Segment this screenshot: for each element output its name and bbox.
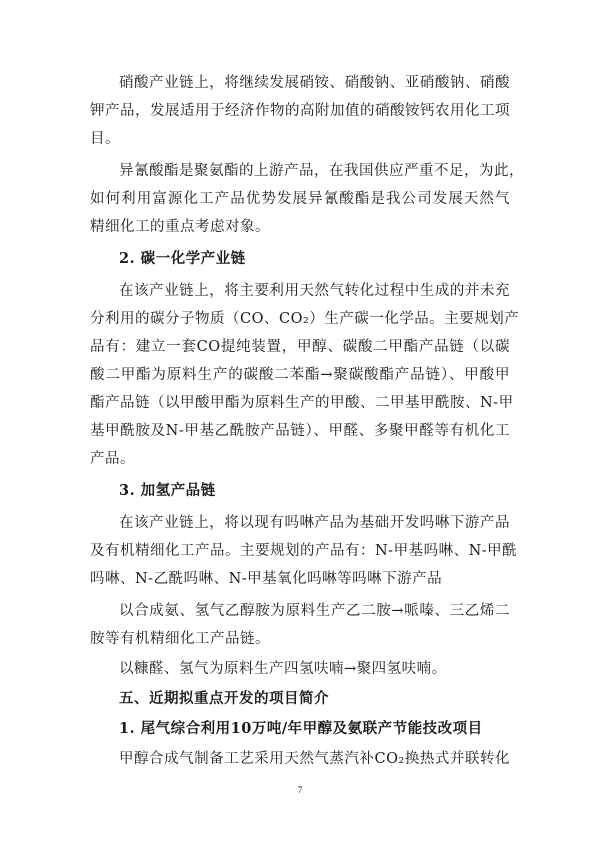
paragraph-line: 甲醇合成气制备工艺采用天然气蒸汽补CO₂换热式并联转化 (119, 751, 510, 767)
paragraph-line: 在该产业链上，将以现有吗啉产品为基础开发吗啉下游产品 (119, 515, 510, 531)
section-heading: 3. 加氢产品链 (119, 482, 216, 499)
paragraph-line: 胺等有机精细化工产品链。 (90, 631, 270, 647)
paragraph-line: 品有：建立一套CO提纯装置，甲醇、碳酸二甲酯产品链（以碳 (90, 339, 510, 355)
paragraph-line: 在该产业链上，将主要利用天然气转化过程中生成的并未充 (119, 283, 510, 299)
paragraph-line: 分利用的碳分子物质（CO、CO₂）生产碳一化学品。主要规划产 (90, 311, 520, 327)
paragraph-line: 硝酸产业链上，将继续发展硝铵、硝酸钠、亚硝酸钠、硝酸 (119, 75, 510, 91)
paragraph-line: 以合成氨、氢气乙醇胺为原料生产乙二胺→哌嗪、三乙烯二 (119, 603, 510, 619)
chapter-heading: 五、近期拟重点开发的项目简介 (119, 690, 329, 707)
paragraph-line: 及有机精细化工产品。主要规划的产品有：N-甲基吗啉、N-甲酰 (90, 543, 518, 559)
paragraph-line: 吗啉、N-乙酰吗啉、N-甲基氧化吗啉等吗啉下游产品 (90, 571, 443, 587)
paragraph-line: 基甲酰胺及N-甲基乙酰胺产品链）、甲醛、多聚甲醛等有机化工 (90, 423, 510, 439)
paragraph-line: 如何利用富源化工产品优势发展异氰酸酯是我公司发展天然气 (90, 191, 510, 207)
paragraph-line: 精细化工的重点考虑对象。 (90, 219, 270, 235)
paragraph-line: 钾产品，发展适用于经济作物的高附加值的硝酸铵钙农用化工项 (90, 103, 510, 119)
project-heading: 1. 尾气综合利用10万吨/年甲醇及氨联产节能技改项目 (119, 720, 483, 737)
paragraph-line: 以糠醛、氢气为原料生产四氢呋喃→聚四氢呋喃。 (119, 661, 447, 677)
page-number: 7 (297, 785, 303, 795)
paragraph-line: 酸二甲酯为原料生产的碳酸二苯酯→聚碳酸酯产品链）、甲酸甲 (90, 367, 510, 383)
paragraph-line: 酯产品链（以甲酸甲酯为原料生产的甲酸、二甲基甲酰胺、N-甲 (90, 395, 514, 411)
paragraph-line: 异氰酸酯是聚氨酯的上游产品，在我国供应严重不足，为此， (119, 163, 524, 179)
paragraph-line: 目。 (90, 131, 120, 147)
paragraph-line: 产品。 (90, 451, 135, 467)
section-heading: 2. 碳一化学产业链 (119, 250, 246, 267)
